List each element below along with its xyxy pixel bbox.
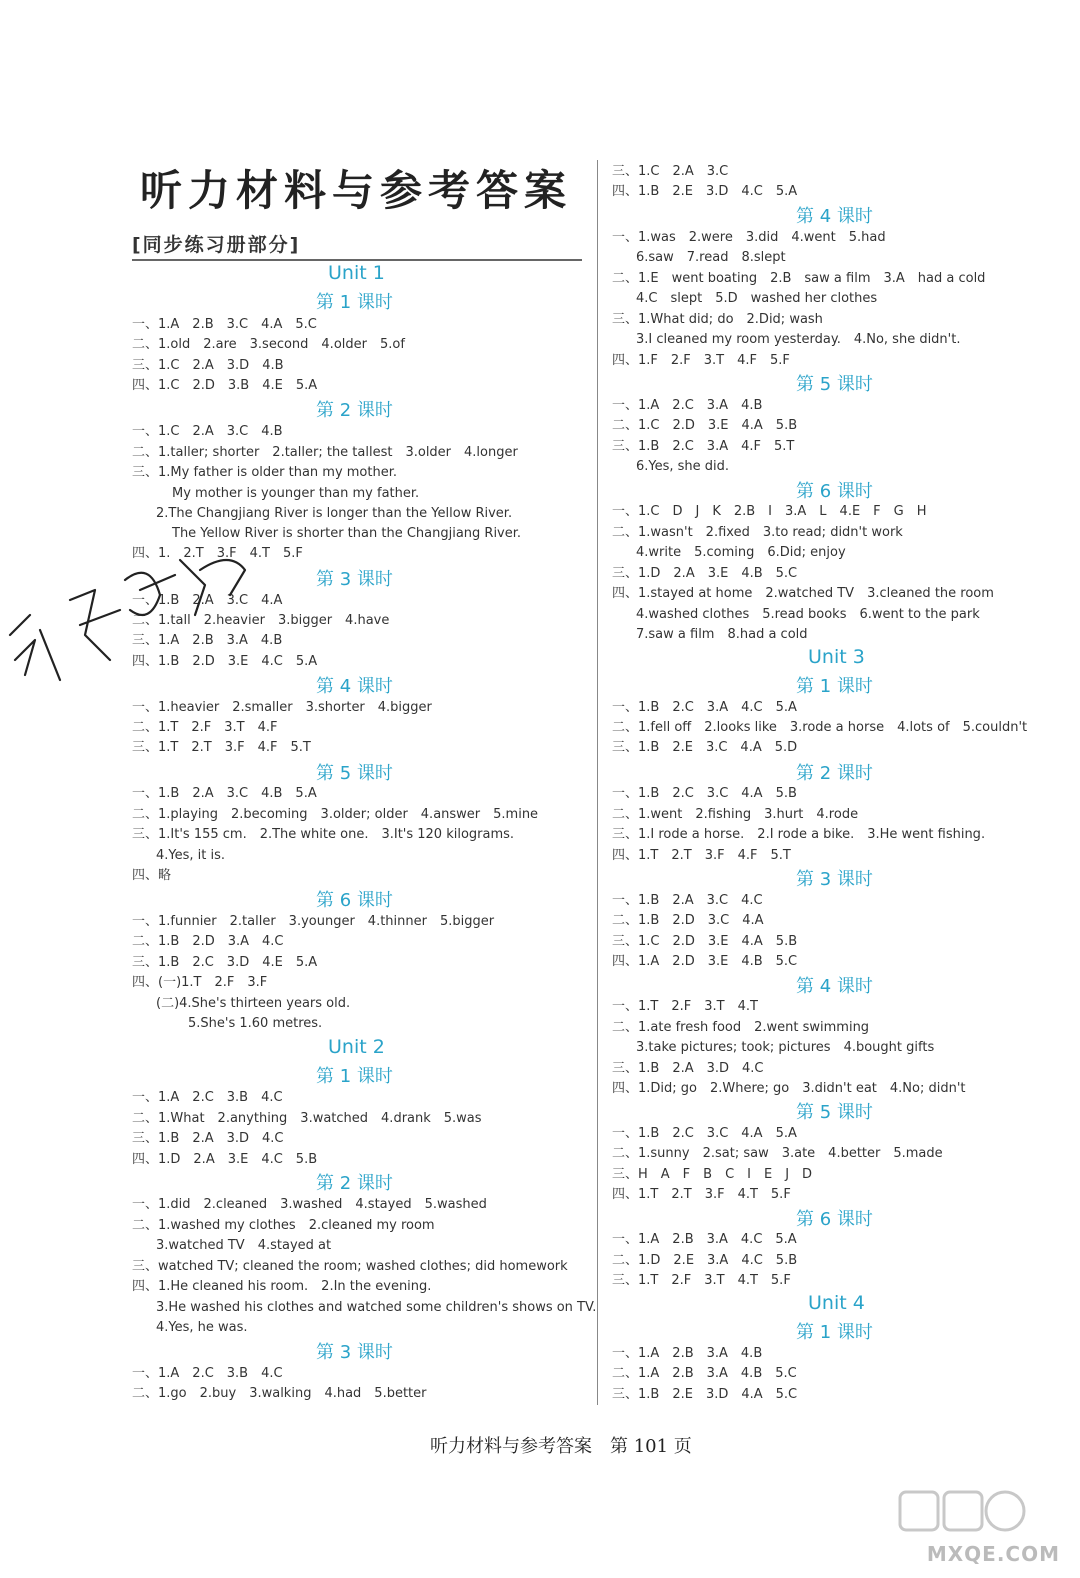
answer-line: 一、1.B 2.A 3.C 4.C [612,893,763,908]
answer-line: 4.Yes, it is. [156,848,226,863]
answer-line: 二、1.What 2.anything 3.watched 4.drank 5.was [132,1111,482,1126]
answer-line: 二、1.B 2.D 3.A 4.C [132,934,284,949]
lesson-heading: 第 1 课时 [796,1322,873,1343]
answer-line: 三、1.B 2.A 3.D 4.C [132,1131,284,1146]
answer-line: 二、1.fell off 2.looks like 3.rode a horse 4.lots of 5.couldn't [612,720,1028,735]
answer-line: 一、1.was 2.were 3.did 4.went 5.had [612,230,886,245]
answer-line: 一、1.funnier 2.taller 3.younger 4.thinner 5.bigger [132,914,495,929]
answer-line: 四、(一)1.T 2.F 3.F [132,975,268,990]
answer-line: 一、1.C D J K 2.B I 3.A L 4.E F G H [612,504,927,519]
lesson-heading: 第 2 课时 [316,400,393,421]
lesson-heading: 第 3 课时 [316,569,393,590]
answer-line: 三、watched TV; cleaned the room; washed clothes; did homework [132,1259,568,1274]
answer-line: 二、1.playing 2.becoming 3.older; older 4.answer 5.mine [132,807,539,822]
lesson-heading: 第 2 课时 [796,763,873,784]
answer-line: 三、1.B 2.E 3.C 4.A 5.D [612,740,798,755]
answer-line: 二、1.old 2.are 3.second 4.older 5.of [132,337,405,352]
answer-line: 3.I cleaned my room yesterday. 4.No, she didn't. [636,332,961,347]
answer-line: 三、1.T 2.T 3.F 4.F 5.T [132,740,311,755]
watermark-text: MXQE.COM [926,1542,1060,1566]
lesson-heading: 第 1 课时 [316,292,393,313]
answer-line: 四、1.A 2.D 3.E 4.B 5.C [612,954,798,969]
answer-line: 6.saw 7.read 8.slept [636,250,786,265]
answer-line: 一、1.A 2.C 3.B 4.C [132,1366,283,1381]
answer-line: 二、1.taller; shorter 2.taller; the tallest 3.older 4.longer [132,445,518,460]
answer-line: 三、1.My father is older than my mother. [132,465,398,480]
answer-line: 一、1.A 2.C 3.A 4.B [612,398,763,413]
lesson-heading: 第 6 课时 [316,890,393,911]
answer-line: 四、1.He cleaned his room. 2.In the evening. [132,1279,432,1294]
answer-line: 四、1. 2.T 3.F 4.T 5.F [132,546,303,561]
answer-line: 一、1.T 2.F 3.T 4.T [612,999,758,1014]
answer-line: 二、1.B 2.D 3.C 4.A [612,913,764,928]
answer-line: The Yellow River is shorter than the Changjiang River. [172,526,522,541]
answer-line: 3.take pictures; took; pictures 4.bought gifts [636,1040,935,1055]
answer-line: 三、1.C 2.A 3.D 4.B [132,358,284,373]
answer-line: 一、1.A 2.B 3.C 4.A 5.C [132,317,317,332]
lesson-heading: 第 4 课时 [316,676,393,697]
answer-line: 一、1.B 2.A 3.C 4.A [132,593,283,608]
lesson-heading: 第 4 课时 [796,206,873,227]
answer-line: 四、1.D 2.A 3.E 4.C 5.B [132,1152,318,1167]
answer-line: 4.C slept 5.D washed her clothes [636,291,878,306]
answer-line: 一、1.B 2.A 3.C 4.B 5.A [132,786,317,801]
answer-line: 三、1.A 2.B 3.A 4.B [132,633,283,648]
answer-line: 四、1.B 2.E 3.D 4.C 5.A [612,184,798,199]
answer-line: 四、1.Did; go 2.Where; go 3.didn't eat 4.No; didn't [612,1081,966,1096]
answer-line: 二、1.sunny 2.sat; saw 3.ate 4.better 5.made [612,1146,943,1161]
answer-line: 一、1.heavier 2.smaller 3.shorter 4.bigger [132,700,432,715]
answer-line: 三、1.T 2.F 3.T 4.T 5.F [612,1273,791,1288]
answer-line: 三、1.B 2.C 3.D 4.E 5.A [132,955,318,970]
answer-line: 三、H A F B C I E J D [612,1167,813,1182]
answer-line: 四、1.stayed at home 2.watched TV 3.cleaned the room [612,586,994,601]
lesson-heading: 第 3 课时 [316,1342,393,1363]
column-divider [597,160,598,1405]
answer-line: My mother is younger than my father. [172,486,420,501]
answer-line: 三、1.What did; do 2.Did; wash [612,312,823,327]
answer-line: 一、1.B 2.C 3.C 4.A 5.B [612,786,797,801]
lesson-heading: 第 1 课时 [316,1066,393,1087]
answer-line: 二、1.washed my clothes 2.cleaned my room [132,1218,435,1233]
lesson-heading: 第 3 课时 [796,869,873,890]
answer-line: 一、1.B 2.C 3.A 4.C 5.A [612,700,797,715]
page-footer: 听力材料与参考答案 第 101 页 [430,1436,692,1457]
answer-line: 二、1.ate fresh food 2.went swimming [612,1020,870,1035]
answer-line: 一、1.C 2.A 3.C 4.B [132,424,283,439]
answer-line: 四、1.B 2.D 3.E 4.C 5.A [132,654,318,669]
answer-line: 一、1.A 2.C 3.B 4.C [132,1090,283,1105]
answer-line: 一、1.A 2.B 3.A 4.B [612,1346,763,1361]
answer-line: 4.Yes, he was. [156,1320,248,1335]
handwritten-signature [0,540,270,720]
answer-line: 三、1.C 2.D 3.E 4.A 5.B [612,934,798,949]
answer-line: 三、1.It's 155 cm. 2.The white one. 3.It's 120 kilograms. [132,827,515,842]
answer-line: 6.Yes, she did. [636,459,730,474]
answer-line: 二、1.tall 2.heavier 3.bigger 4.have [132,613,390,628]
answer-line: 四、1.T 2.T 3.F 4.T 5.F [612,1187,791,1202]
lesson-heading: 第 6 课时 [796,1209,873,1230]
lesson-heading: 第 4 课时 [796,976,873,997]
answer-line: 二、1.went 2.fishing 3.hurt 4.rode [612,807,859,822]
answer-line: 5.She's 1.60 metres. [188,1016,323,1031]
answer-line: 一、1.B 2.C 3.C 4.A 5.A [612,1126,797,1141]
answer-line: 四、1.F 2.F 3.T 4.F 5.F [612,353,790,368]
watermark-logo [898,1488,1028,1536]
unit-heading: Unit 4 [808,1292,865,1314]
unit-heading: Unit 1 [328,262,385,284]
lesson-heading: 第 5 课时 [796,374,873,395]
lesson-heading: 第 5 课时 [316,763,393,784]
answer-line: 3.watched TV 4.stayed at [156,1238,332,1253]
unit-heading: Unit 2 [328,1036,385,1058]
lesson-heading: 第 2 课时 [316,1173,393,1194]
answer-line: 三、1.I rode a horse. 2.I rode a bike. 3.He went fishing. [612,827,986,842]
answer-line: 三、1.B 2.E 3.D 4.A 5.C [612,1387,798,1402]
answer-line: 2.The Changjiang River is longer than the Yellow River. [156,506,513,521]
answer-line: 一、1.did 2.cleaned 3.washed 4.stayed 5.washed [132,1197,487,1212]
answer-line: 三、1.B 2.A 3.D 4.C [612,1061,764,1076]
unit-heading: Unit 3 [808,646,865,668]
lesson-heading: 第 6 课时 [796,481,873,502]
answer-line: 二、1.D 2.E 3.A 4.C 5.B [612,1253,798,1268]
answer-line: 4.washed clothes 5.read books 6.went to the park [636,607,980,622]
answer-line: 三、1.C 2.A 3.C [612,164,729,179]
answer-line: 二、1.C 2.D 3.E 4.A 5.B [612,418,798,433]
answer-line: 二、1.T 2.F 3.T 4.F [132,720,278,735]
lesson-heading: 第 5 课时 [796,1102,873,1123]
answer-line: 三、1.D 2.A 3.E 4.B 5.C [612,566,798,581]
answer-line: (二)4.She's thirteen years old. [156,996,351,1011]
answer-line: 4.write 5.coming 6.Did; enjoy [636,545,846,560]
answer-line: 一、1.A 2.B 3.A 4.C 5.A [612,1232,797,1247]
answer-line: 四、1.T 2.T 3.F 4.F 5.T [612,848,791,863]
section-heading: [同步练习册部分] [132,234,301,256]
answer-line: 四、略 [132,868,172,883]
answer-line: 二、1.go 2.buy 3.walking 4.had 5.better [132,1386,427,1401]
answer-line: 3.He washed his clothes and watched some children's shows on TV. [156,1300,597,1315]
section-divider [132,259,582,261]
answer-line: 7.saw a film 8.had a cold [636,627,808,642]
answer-line: 二、1.A 2.B 3.A 4.B 5.C [612,1366,797,1381]
answer-line: 三、1.B 2.C 3.A 4.F 5.T [612,439,795,454]
answer-line: 二、1.E went boating 2.B saw a film 3.A had a cold [612,271,986,286]
page-title: 听力材料与参考答案 [140,166,573,215]
answer-line: 四、1.C 2.D 3.B 4.E 5.A [132,378,318,393]
answer-line: 二、1.wasn't 2.fixed 3.to read; didn't work [612,525,903,540]
lesson-heading: 第 1 课时 [796,676,873,697]
